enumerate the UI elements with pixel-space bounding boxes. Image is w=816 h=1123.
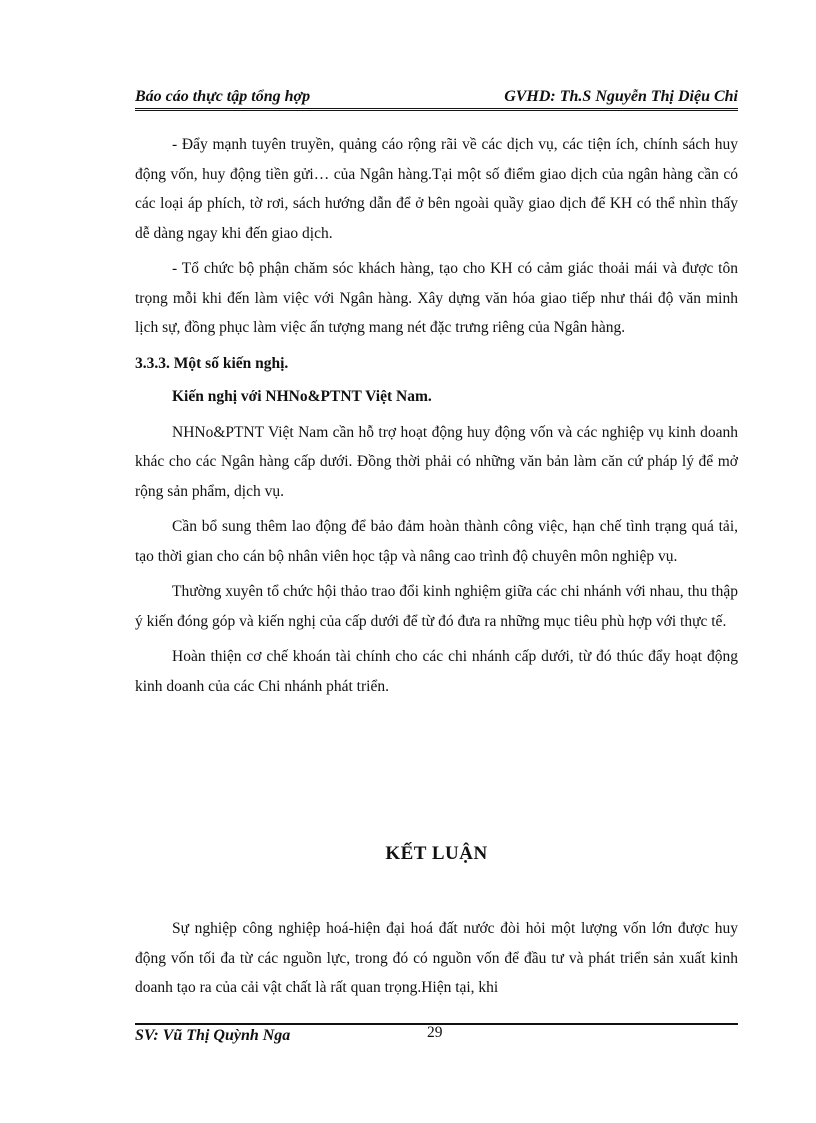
- paragraph-recommend-1: NHNo&PTNT Việt Nam cần hỗ trợ hoạt động huy động vốn và các nghiệp vụ kinh doanh khác cho các Ngân hàng cấp dưới. Đồng thời phải có những văn bản làm căn cứ pháp lý để mở rộng sản phẩm, dịch vụ.: [135, 423, 738, 500]
- footer-student: SV: Vũ Thị Quỳnh Nga: [135, 1027, 291, 1044]
- sub-heading: Kiến nghị với NHNo&PTNT Việt Nam.: [172, 388, 432, 405]
- main-body: [135, 130, 738, 707]
- conclusion-paragraph: Sự nghiệp công nghiệp hoá-hiện đại hoá đất nước đòi hỏi một lượng vốn lớn được huy động vốn tối đa từ các nguồn lực, trong đó có nguồn vốn để đầu tư và phát triển sản xuất kinh doanh tạo ra của cải vật chất là rất quan trọng.Hiện tại, khi: [135, 920, 738, 996]
- conclusion-body: [135, 914, 738, 1003]
- running-header: [135, 82, 738, 106]
- paragraph-recommend-3: Thường xuyên tổ chức hội thảo trao đổi kinh nghiệm giữa các chi nhánh với nhau, thu thập ý kiến đóng góp và kiến nghị của cấp dưới để từ đó đưa ra những mục tiêu phù hợp với thực tế.: [135, 583, 738, 630]
- paragraph-recommend-4: Hoàn thiện cơ chế khoán tài chính cho các chi nhánh cấp dưới, từ đó thúc đẩy hoạt động kinh doanh của các Chi nhánh phát triển.: [135, 648, 738, 695]
- paragraph-promotion: - Đẩy mạnh tuyên truyền, quảng cáo rộng rãi về các dịch vụ, các tiện ích, chính sách huy động vốn, huy động tiền gửi… của Ngân hàng.Tại một số điểm giao dịch của ngân hàng cần có các loại áp phích, tờ rơi, sách hướng dẫn để ở bên ngoài quầy giao dịch để KH có thể nhìn thấy dễ dàng ngay khi đến giao dịch.: [135, 136, 738, 242]
- section-heading: 3.3.3. Một số kiến nghị.: [135, 354, 289, 372]
- header-rule: [135, 108, 738, 111]
- paragraph-customer-care: - Tổ chức bộ phận chăm sóc khách hàng, tạo cho KH có cảm giác thoải mái và được tôn trọng mỗi khi đến làm việc với Ngân hàng. Xây dựng văn hóa giao tiếp như thái độ văn minh lịch sự, đồng phục làm việc ấn tượng mang nét đặc trưng riêng của Ngân hàng.: [135, 260, 738, 336]
- page-number: 29: [427, 1024, 443, 1041]
- header-supervisor: GVHD: Th.S Nguyễn Thị Diệu Chi: [504, 88, 738, 105]
- conclusion-title: KẾT LUẬN: [385, 843, 488, 864]
- paragraph-recommend-2: Cần bổ sung thêm lao động để bảo đảm hoàn thành công việc, hạn chế tình trạng quá tải, tạo thời gian cho cán bộ nhân viên học tập và nâng cao trình độ chuyên môn nghiệp vụ.: [135, 518, 738, 565]
- header-report-title: Báo cáo thực tập tổng hợp: [135, 88, 311, 105]
